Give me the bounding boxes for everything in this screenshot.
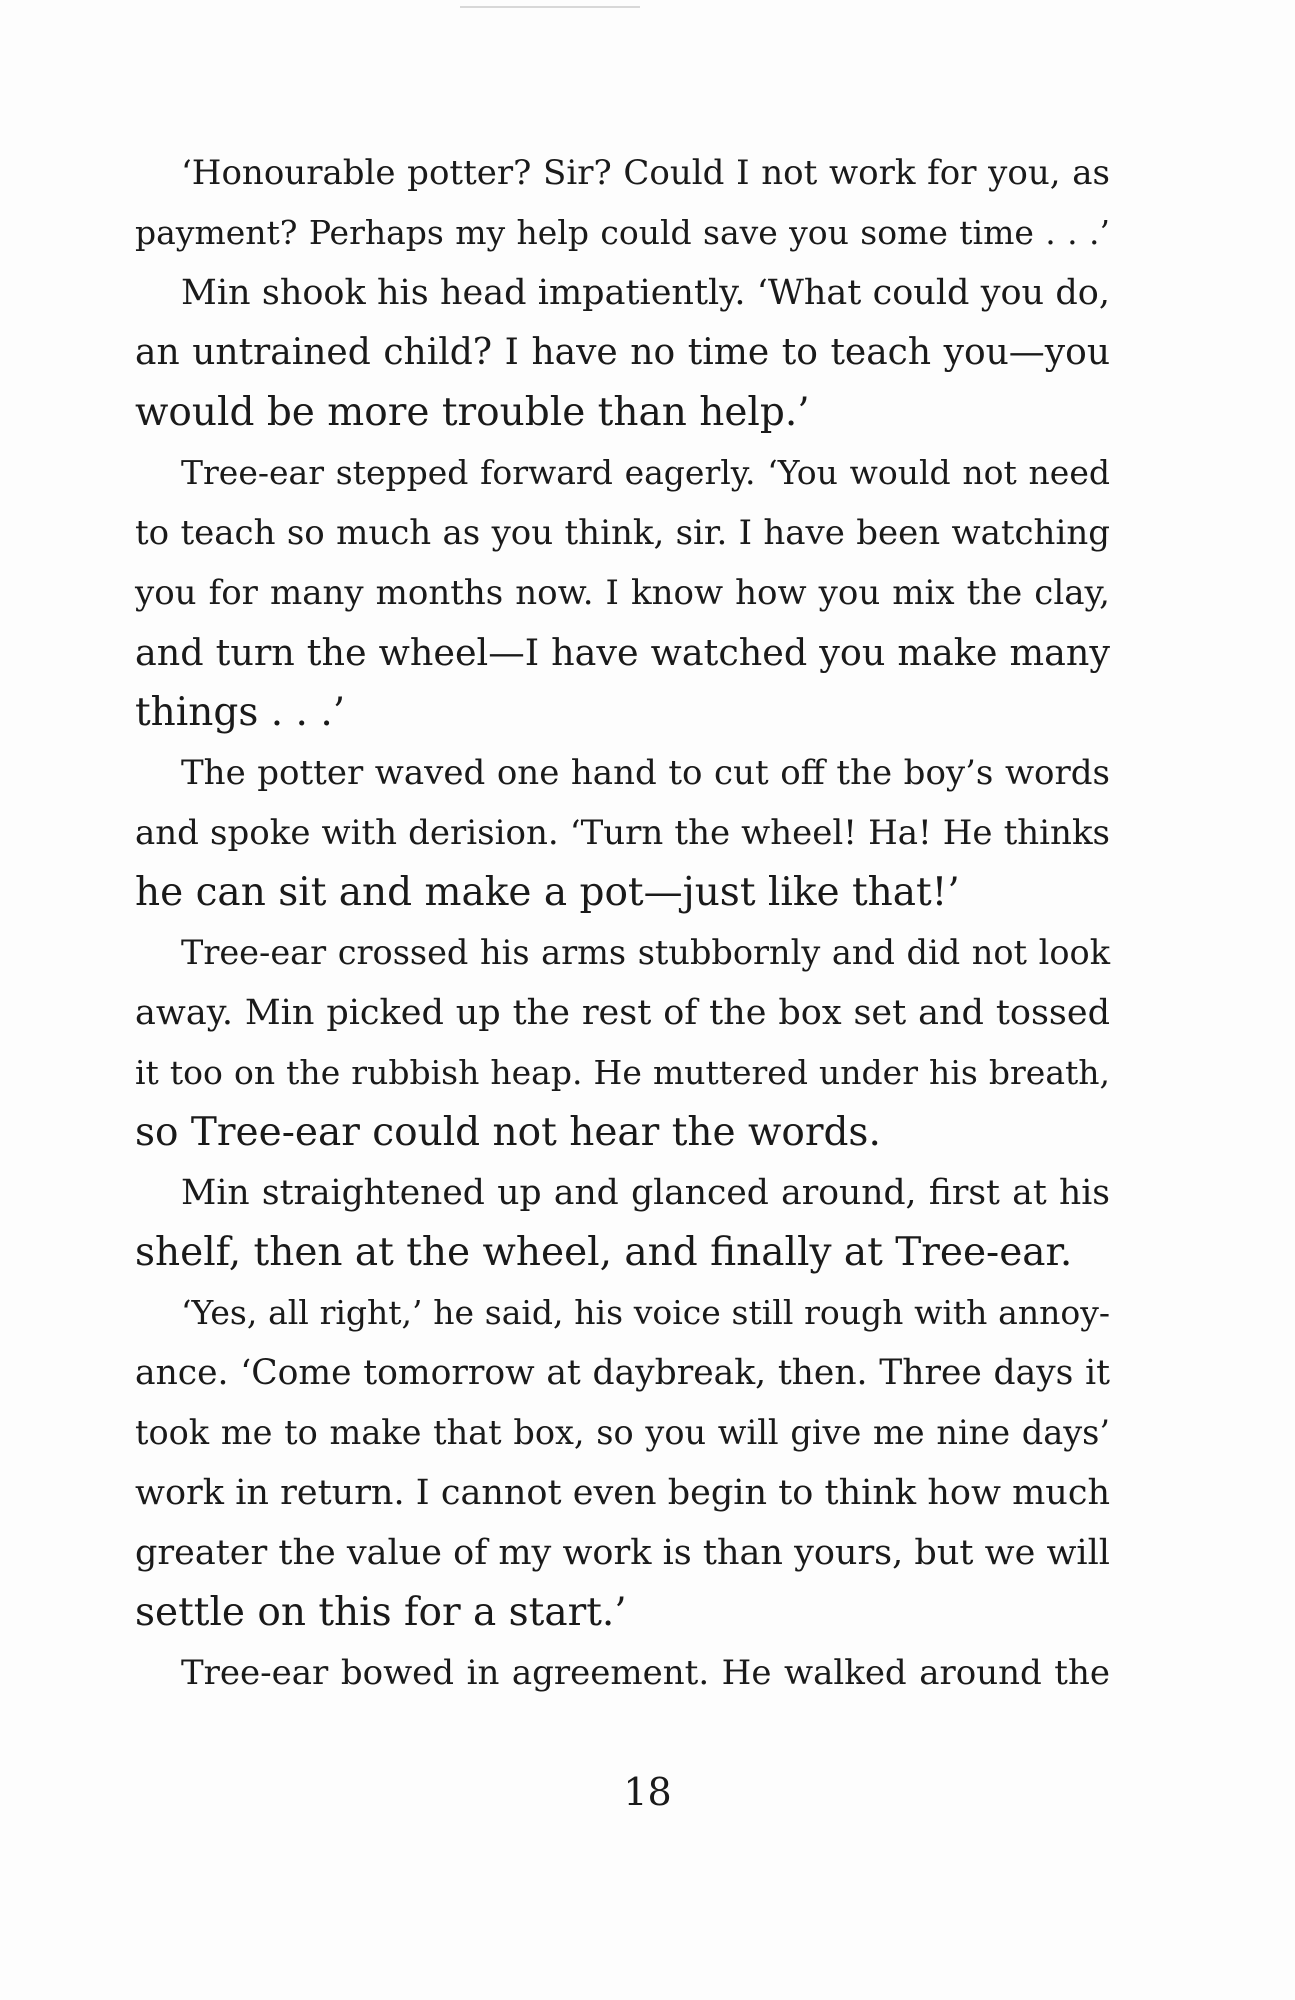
text-line: Tree-ear crossed his arms stubbornly and did not look bbox=[181, 933, 1110, 972]
text-line: he can sit and make a pot—just like that!’ bbox=[135, 870, 960, 915]
text-line: ance. ‘Come tomorrow at daybreak, then. Three days it bbox=[135, 1353, 1110, 1393]
text-line: it too on the rubbish heap. He muttered under his breath, bbox=[135, 1053, 1110, 1092]
text-line: shelf, then at the wheel, and finally at Tree-ear. bbox=[135, 1230, 1073, 1275]
text-line: away. Min picked up the rest of the box set and tossed bbox=[135, 993, 1110, 1033]
body-text bbox=[135, 143, 1110, 1703]
text-line: you for many months now. I know how you mix the clay, bbox=[135, 573, 1110, 613]
text-line: and spoke with derision. ‘Turn the wheel! Ha! He thinks bbox=[135, 813, 1110, 853]
text-line: would be more trouble than help.’ bbox=[135, 390, 810, 435]
text-line: greater the value of my work is than yours, but we will bbox=[135, 1533, 1110, 1573]
text-line: ‘Yes, all right,’ he said, his voice still rough with annoy- bbox=[181, 1293, 1110, 1332]
text-line: things . . .’ bbox=[135, 690, 346, 735]
text-line: ‘Honourable potter? Sir? Could I not work for you, as bbox=[181, 153, 1110, 193]
text-line: Min straightened up and glanced around, first at his bbox=[181, 1173, 1110, 1213]
text-line: took me to make that box, so you will give me nine days’ bbox=[135, 1413, 1110, 1452]
text-line: payment? Perhaps my help could save you some time . . .’ bbox=[135, 213, 1110, 252]
text-line: Tree-ear stepped forward eagerly. ‘You would not need bbox=[181, 453, 1110, 492]
page-number: 18 bbox=[623, 1770, 672, 1814]
text-line: to teach so much as you think, sir. I have been watching bbox=[135, 513, 1110, 553]
top-edge-mark bbox=[460, 6, 640, 8]
text-line: The potter waved one hand to cut off the boy’s words bbox=[181, 753, 1110, 793]
text-line: Tree-ear bowed in agreement. He walked around the bbox=[181, 1653, 1110, 1693]
text-line: settle on this for a start.’ bbox=[135, 1590, 627, 1635]
text-line: an untrained child? I have no time to teach you—you bbox=[135, 332, 1110, 373]
text-line: Min shook his head impatiently. ‘What could you do, bbox=[181, 273, 1110, 313]
text-line: work in return. I cannot even begin to think how much bbox=[135, 1473, 1110, 1513]
text-line: and turn the wheel—I have watched you make many bbox=[135, 631, 1110, 674]
text-line: so Tree-ear could not hear the words. bbox=[135, 1110, 881, 1155]
